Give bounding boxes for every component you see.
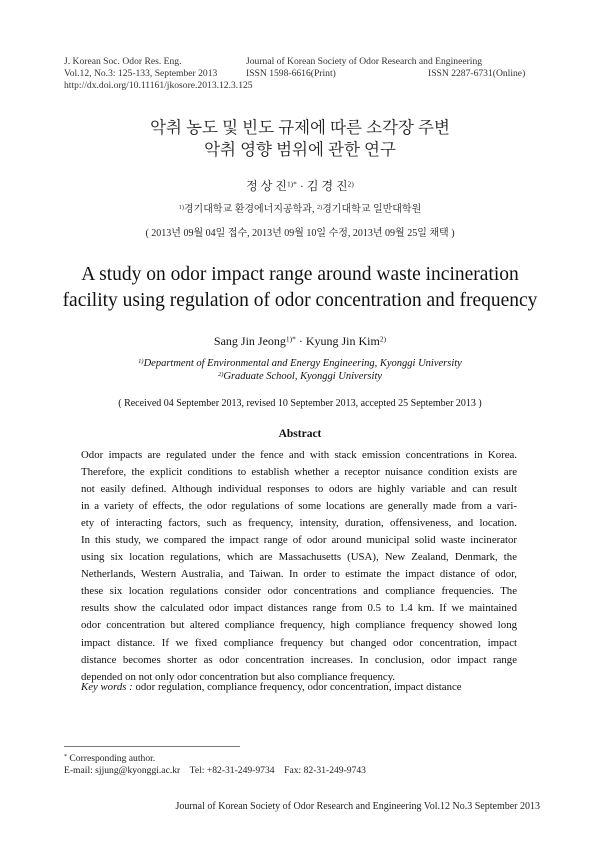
author-separator: · [295,334,306,348]
english-affil-2-row [0,370,600,383]
korean-title [0,117,600,161]
korean-author-1: 정 상 진 [246,179,287,193]
abstract-line: In this study, we compared the impact range of odor around municipal solid waste incinerator [81,534,517,547]
footnote-mark: * [64,754,67,761]
keywords-label: Key words : [81,681,133,693]
journal-full-name: Journal of Korean Society of Odor Research and Engineering [246,56,483,67]
abstract-line: Netherlands, Western Australia, and Taiwan. In order to estimate the impact distance of odor, [81,568,517,581]
korean-affil-2: 경기대학교 일반대학원 [322,204,422,215]
footnote-corresponding: Corresponding author. [69,753,156,764]
english-title-line-2: facility using regulation of odor concentration and frequency [62,290,538,311]
english-authors [0,334,600,349]
abstract-line: not easily defined. Although individual responses to odors are highly variable and can result [81,483,517,496]
english-affiliations [0,357,600,383]
english-dates: ( Received 04 September 2013, revised 10 September 2013, accepted 25 September 2013 ) [118,398,482,409]
abstract-line: results show the calculated odor impact distances range from 0.5 to 1.4 km. If we maintained [81,602,517,615]
abstract-heading: Abstract [278,428,322,440]
english-affil-2-mark: 2) [217,370,224,378]
korean-affil-1-mark: 1) [178,203,184,211]
abstract-line: in a variety of effects, the odor regulations of some locations are generally made from a vari- [81,500,517,513]
journal-header-left [64,56,217,79]
author-separator: · [296,179,307,193]
abstract-line: ety of interacting factors, such as frequency, intensity, duration, offensiveness, and location. [81,517,517,530]
keywords [81,681,462,693]
abstract-line: these six location regulations consider odor concentrations and compliance frequencies. The [81,585,517,598]
korean-affiliations [0,200,600,215]
footnote-corresponding-row [64,753,366,765]
doi-link[interactable]: http://dx.doi.org/10.11161/jkosore.2013.12.3.125 [64,80,253,91]
english-affil-1: Department of Environmental and Energy Engineering, Kyonggi University [143,358,462,369]
abstract-line: Odor impacts are regulated under the fence and with stack emission concentrations in Korea. [81,449,517,461]
english-title [0,262,600,314]
abstract-body [81,447,517,686]
abstract-line: distance becomes shorter as odor concentration increases. In conclusion, odor impact range [81,653,517,666]
abstract-line: impact distance. If we fixed compliance frequency but changed odor concentration, impact [81,636,517,649]
abstract-line: using six location regulations, which are Massachusetts (USA), New Zealand, Denmark, the [81,551,517,564]
page-footer: Journal of Korean Society of Odor Research and Engineering Vol.12 No.3 September 2013 [175,801,540,812]
korean-affil-1: 경기대학교 환경에너지공학과, [183,204,317,215]
english-affil-1-row [0,357,600,370]
issn-online: ISSN 2287-6731(Online) [428,68,526,79]
english-affil-1-mark: 1) [138,357,144,365]
english-title-line-1: A study on odor impact range around waste incineration [81,264,519,285]
english-author-2: Kyung Jin Kim [305,334,380,348]
abstract-line: depended on not only odor concentration but also compliance frequency. [81,670,396,683]
issn-print: ISSN 1598-6616(Print) [246,67,336,79]
english-affil-2: Graduate School, Kyonggi University [223,371,383,382]
korean-authors [0,177,600,194]
korean-author-1-mark: 1)* [286,179,297,189]
korean-author-2: 김 경 진 [306,179,348,193]
volume-info: Vol.12, No.3: 125-133, September 2013 [64,67,218,79]
english-author-1-mark: 1)* [285,334,296,344]
korean-title-line-1: 악취 농도 및 빈도 규제에 따른 소각장 주변 [150,118,450,137]
abstract-line: Therefore, the explicit conditions to establish whether a receptor nuisance condition exists are [81,466,517,479]
footnote-contact: E-mail: sjjung@kyonggi.ac.kr Tel: +82-31-249-9734 Fax: 82-31-249-9743 [64,765,366,776]
journal-abbrev: J. Korean Soc. Odor Res. Eng. [64,56,182,67]
footnote [64,753,366,777]
abstract-line: odor concentration but altered compliance frequency, high compliance frequency showed long [81,619,517,632]
korean-affil-2-mark: 2) [316,203,323,211]
keywords-text: odor regulation, compliance frequency, odor concentration, impact distance [132,681,462,693]
korean-dates: ( 2013년 09월 04일 접수, 2013년 09월 10일 수정, 2013년 09월 25일 채택 ) [145,228,455,239]
footnote-rule [64,746,240,747]
english-author-1: Sang Jin Jeong [213,334,286,348]
english-author-2-mark: 2) [379,334,387,344]
korean-title-line-2: 악취 영향 범위에 관한 연구 [204,140,396,159]
korean-author-2-mark: 2) [347,179,354,189]
